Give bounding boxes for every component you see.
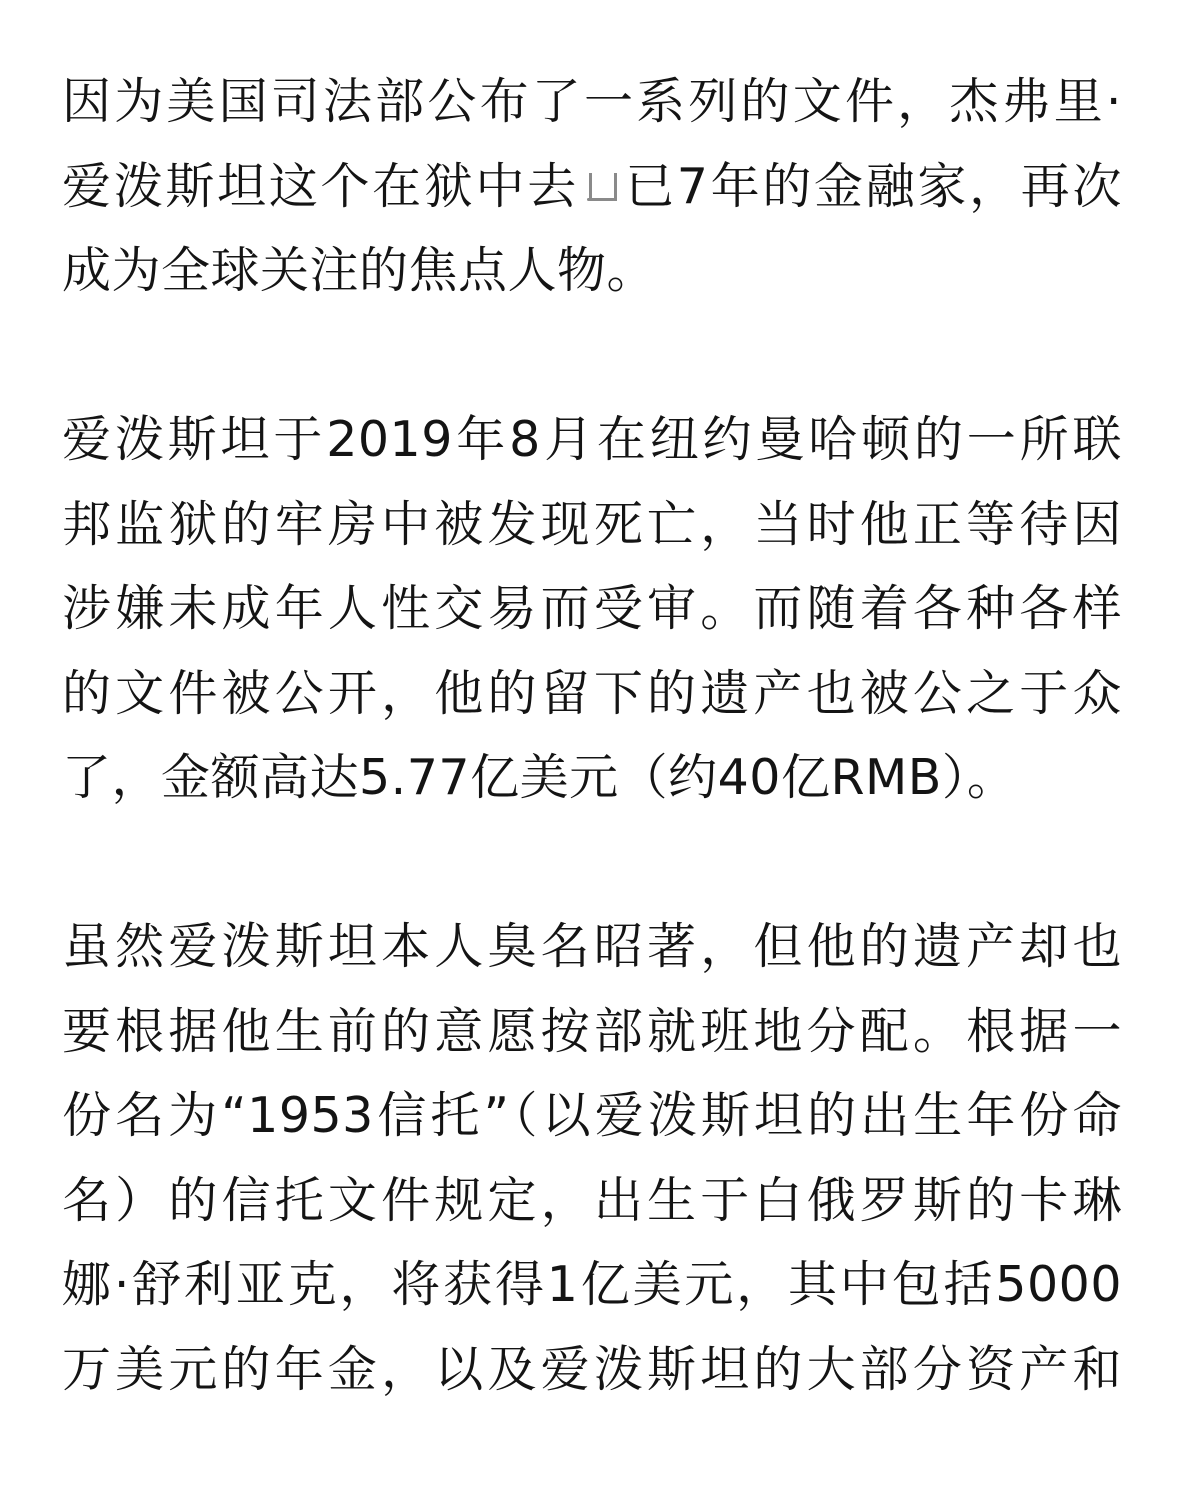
paragraph-line: 了，金额高达5.77亿美元（约40亿RMB）。 [62,749,1017,806]
paragraph-line: 的文件被公开，他的留下的遗产也被公之于众 [62,664,1122,722]
paragraph-line-segment: 爱泼斯坦这个在狱中去 [62,157,579,215]
emoji-icon [581,167,621,207]
paragraph-1 [62,60,1122,314]
paragraph-line: 因为美国司法部公布了一系列的文件，杰弗里· [62,73,1122,130]
paragraph-line-with-emoji [62,145,1122,230]
paragraph-line: 娜·舒利亚克，将获得1亿美元，其中包括5000 [62,1256,1122,1313]
paragraph-line: 涉嫌未成年人性交易而受审。而随着各种各样 [62,580,1122,637]
paragraph-2 [62,398,1122,821]
article-body [62,60,1122,1497]
paragraph-line: 要根据他生前的意愿按部就班地分配。根据一 [62,1002,1122,1060]
paragraph-line: 成为全球关注的焦点人物。 [62,242,657,299]
paragraph-line: 虽然爱泼斯坦本人臭名昭著，但他的遗产却也 [62,918,1122,975]
paragraph-line: 万美元的年金，以及爱泼斯坦的大部分资产和 [62,1340,1122,1398]
paragraph-line-segment: 已7年的金融家，再次 [622,157,1122,215]
paragraph-line: 名）的信托文件规定，出生于白俄罗斯的卡琳 [62,1171,1122,1229]
paragraph-3 [62,905,1122,1412]
paragraph-line: 爱泼斯坦于2019年8月在纽约曼哈顿的一所联 [62,411,1122,468]
paragraph-line: 份名为“1953信托”（以爱泼斯坦的出生年份命 [62,1087,1122,1144]
paragraph-line: 邦监狱的牢房中被发现死亡，当时他正等待因 [62,495,1122,553]
